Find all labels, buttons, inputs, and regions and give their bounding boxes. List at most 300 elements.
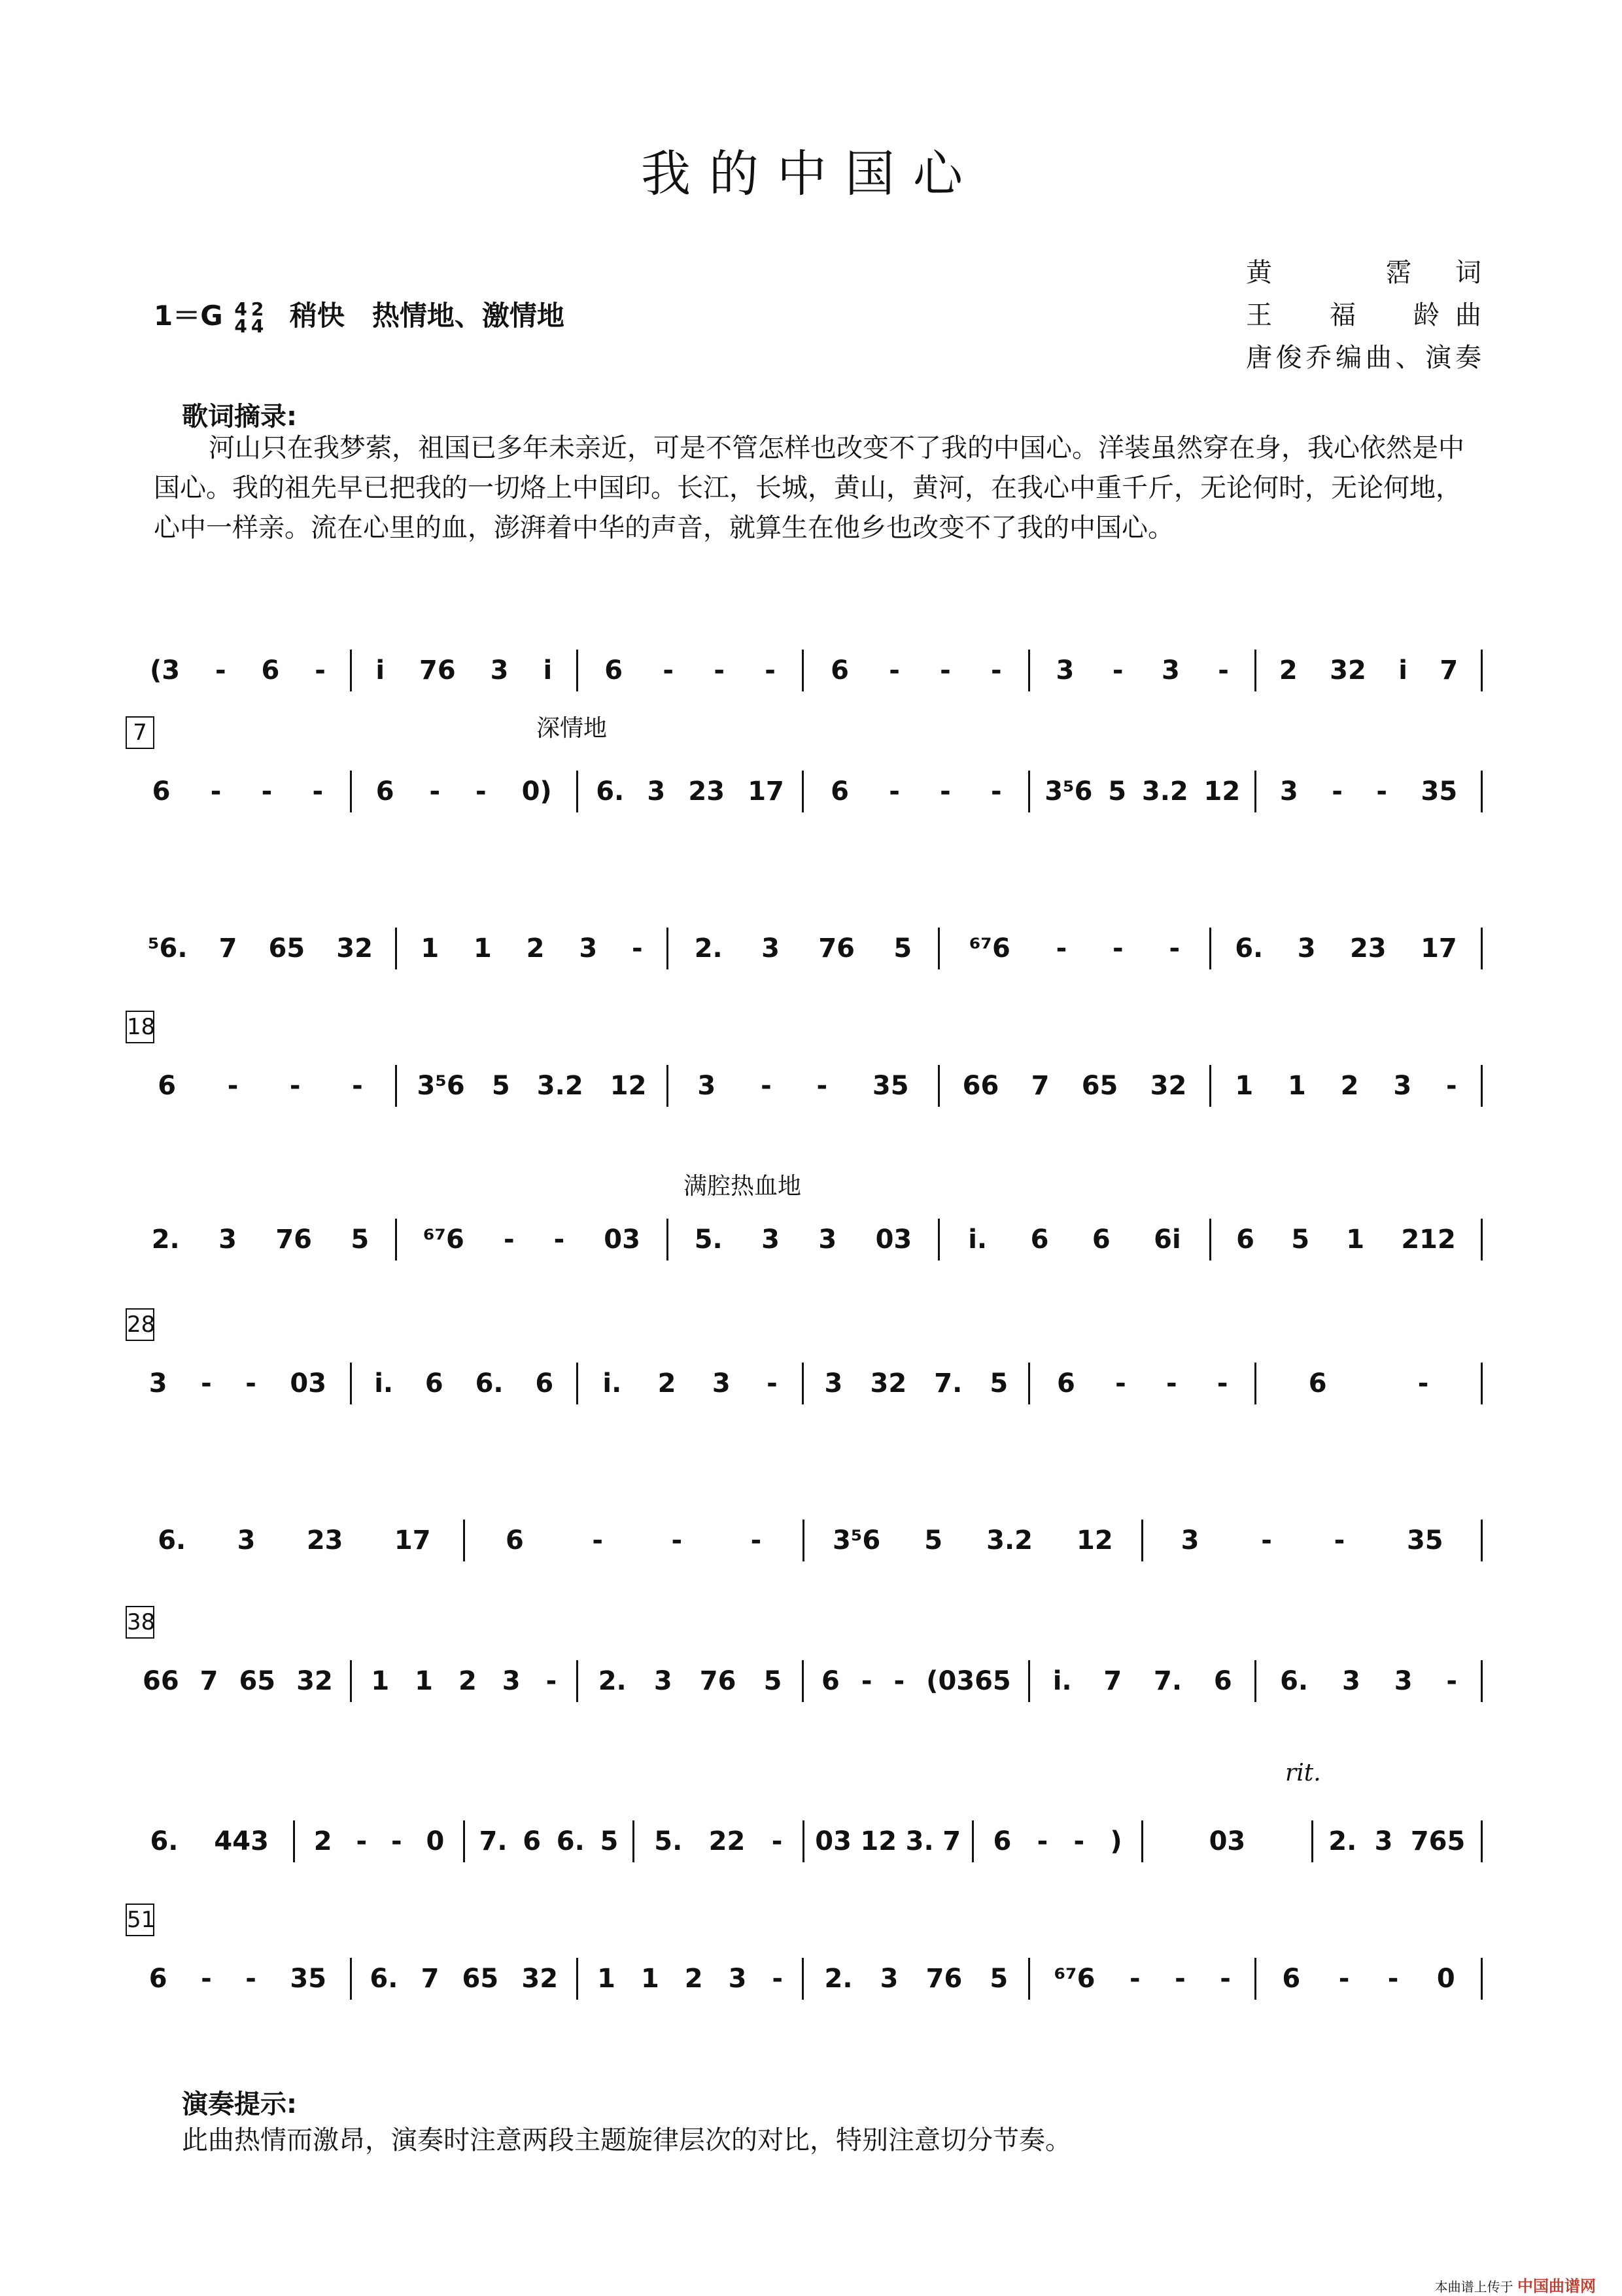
note: 0) (521, 776, 552, 807)
measure (1211, 1065, 1483, 1107)
note: 3.2 (986, 1525, 1033, 1556)
note: 5 (1108, 776, 1127, 807)
staff-line (126, 1361, 1483, 1406)
score-system (126, 873, 1483, 1004)
note: ⁵6. (148, 933, 188, 964)
expression-deep: 深情地 (536, 715, 608, 742)
note: ⁶⁷6 (1054, 1964, 1096, 1994)
staff-line (126, 1956, 1483, 2002)
score-system (126, 1904, 1483, 2034)
measure (352, 1363, 578, 1404)
note: 5. (694, 1225, 723, 1255)
note: 6 (375, 776, 394, 807)
staff-line (126, 1818, 1483, 1864)
note: 3 (1297, 933, 1316, 964)
note: - (553, 1225, 565, 1255)
note: ⁶⁷6 (969, 933, 1010, 964)
note: 12 (1203, 776, 1241, 807)
measure (397, 928, 668, 969)
tempo-marking: 稍快 热情地、激情地 (289, 300, 564, 332)
note: 5 (990, 1368, 1009, 1399)
note: - (1037, 1826, 1048, 1856)
footer (1435, 2273, 1596, 2296)
note: - (390, 1826, 402, 1856)
note: 6 (148, 1964, 167, 1994)
note: 23 (1349, 933, 1387, 964)
measure (804, 1958, 1030, 2000)
note: 3.2 (1141, 776, 1188, 807)
note: 66 (142, 1666, 179, 1696)
note: - (889, 655, 900, 686)
score-system (126, 1308, 1483, 1439)
note: 65 (1081, 1071, 1118, 1101)
note: 2 (526, 933, 545, 964)
measure (1030, 1363, 1256, 1404)
note: 32 (870, 1368, 907, 1399)
note: 3 (490, 655, 509, 686)
measure (126, 1958, 352, 2000)
note: 3 (712, 1368, 731, 1399)
score-system (126, 1164, 1483, 1295)
score-system (126, 1011, 1483, 1141)
note: 5 (491, 1071, 510, 1101)
note: 1 (640, 1964, 659, 1994)
note: - (227, 1071, 239, 1101)
note: - (631, 933, 643, 964)
note: 6 (535, 1368, 554, 1399)
note: 6 (831, 776, 849, 807)
note: 7 (199, 1666, 218, 1696)
note: 3⁵6 (1044, 776, 1093, 807)
measure (940, 928, 1211, 969)
note: 1 (1288, 1071, 1306, 1101)
note: - (893, 1666, 905, 1696)
note: - (201, 1368, 212, 1399)
note: 0 (1436, 1964, 1455, 1994)
note: - (940, 655, 951, 686)
staff-line (126, 769, 1483, 814)
expression-rit: rit. (1285, 1760, 1321, 1786)
measure (352, 650, 578, 691)
note: 2 (313, 1826, 332, 1856)
measure (352, 771, 578, 812)
note: 6 (1308, 1368, 1327, 1399)
measure (126, 1363, 352, 1404)
note: - (1261, 1525, 1272, 1556)
note: - (765, 655, 776, 686)
note: 3 (218, 1225, 237, 1255)
note: 76 (925, 1964, 963, 1994)
note: 32 (521, 1964, 559, 1994)
note: 35 (872, 1071, 909, 1101)
note: 6 (261, 655, 280, 686)
note: - (1056, 933, 1067, 964)
measure (295, 1820, 464, 1862)
note: - (771, 1826, 783, 1856)
note: 12 (610, 1071, 647, 1101)
note: - (592, 1525, 603, 1556)
note: 3 (653, 1666, 672, 1696)
time-signature-1: 4 4 (234, 298, 247, 337)
note: 2. (598, 1666, 627, 1696)
note: 22 (708, 1826, 746, 1856)
measure (126, 771, 352, 812)
measure (668, 1065, 940, 1107)
note: - (1113, 933, 1124, 964)
note: 3 (1394, 1666, 1413, 1696)
note: - (503, 1225, 515, 1255)
note: 3 (1393, 1071, 1412, 1101)
note: 6. (1280, 1666, 1309, 1696)
measure (578, 1958, 804, 2000)
note: 3 (761, 933, 780, 964)
note: 6. (158, 1525, 186, 1556)
note: 765 (1410, 1826, 1466, 1856)
note: - (991, 776, 1002, 807)
note: - (312, 776, 324, 807)
note: - (1073, 1826, 1085, 1856)
note: - (714, 655, 725, 686)
note: 32 (296, 1666, 333, 1696)
note: 65 (268, 933, 305, 964)
measure (126, 650, 352, 691)
note: 76 (699, 1666, 736, 1696)
measure (352, 1660, 578, 1702)
note: 2. (1328, 1826, 1357, 1856)
measure (1313, 1820, 1483, 1862)
note: 3 (818, 1225, 837, 1255)
measure-number: 38 (126, 1606, 154, 1639)
note: ) (1110, 1826, 1122, 1856)
note: 35 (1421, 776, 1458, 807)
lyrics-heading: 歌词摘录: (182, 402, 297, 432)
note: - (767, 1368, 778, 1399)
note: 3 (1374, 1826, 1393, 1856)
note: 6 (831, 655, 849, 686)
note: 212 (1401, 1225, 1456, 1255)
note: 7 (1440, 655, 1458, 686)
note: 6i (1154, 1225, 1181, 1255)
note: 5 (763, 1666, 782, 1696)
note: 3 (148, 1368, 167, 1399)
note: i (375, 655, 385, 686)
note: 1 (371, 1666, 390, 1696)
note: 3 (237, 1525, 256, 1556)
lyrics-body: 河山只在我梦萦，祖国已多年未亲近，可是不管怎样也改变不了我的中国心。洋装虽然穿在身，我心依然是中国心。我的祖先早已把我的一切烙上中国印。长江，长城，黄山，黄河，在我心中重千斤，无论何时，无论何地，心中一样亲。流在心里的血，澎湃着中华的声音，就算生在他乡也改变不了我的中国心。 (154, 433, 1464, 543)
measure (126, 928, 397, 969)
note: 6. (370, 1964, 398, 1994)
note: 03 (604, 1225, 640, 1255)
note: 0 (426, 1826, 445, 1856)
measure (940, 1065, 1211, 1107)
note: 7 (942, 1826, 961, 1856)
measure (1256, 650, 1483, 691)
note: 03 (875, 1225, 912, 1255)
note: 6 (1092, 1225, 1111, 1255)
note: - (429, 776, 441, 807)
measure (804, 1363, 1030, 1404)
measure (1256, 1958, 1483, 2000)
note: - (352, 1071, 363, 1101)
note: 5 (990, 1964, 1009, 1994)
note: - (475, 776, 487, 807)
note: 1 (1346, 1225, 1365, 1255)
note: - (289, 1071, 301, 1101)
note: 6. (1235, 933, 1264, 964)
note: 1 (1235, 1071, 1254, 1101)
measure (1030, 1660, 1256, 1702)
score-system (126, 1606, 1483, 1737)
note: - (1112, 655, 1124, 686)
note: 3 (579, 933, 598, 964)
measure (1256, 1363, 1483, 1404)
note: i (543, 655, 553, 686)
note: 76 (419, 655, 456, 686)
measure (397, 1065, 668, 1107)
note: - (1387, 1964, 1399, 1994)
note: - (245, 1368, 256, 1399)
note: - (1216, 1368, 1228, 1399)
note: 6 (1030, 1225, 1049, 1255)
staff-line (126, 1658, 1483, 1704)
note: 2 (657, 1368, 676, 1399)
note: 6 (152, 776, 171, 807)
note: - (1338, 1964, 1350, 1994)
score-system (126, 595, 1483, 726)
measure (1211, 928, 1483, 969)
measure (465, 1820, 634, 1862)
note: i. (602, 1368, 622, 1399)
note: 12 (860, 1826, 897, 1856)
measure (352, 1958, 578, 2000)
note: - (1169, 933, 1181, 964)
note: i. (968, 1225, 988, 1255)
note: - (1220, 1964, 1231, 1994)
note: - (1417, 1368, 1429, 1399)
note: 3 (502, 1666, 521, 1696)
composer-credit: 王 福 龄曲 (1246, 300, 1481, 330)
note: 65 (239, 1666, 276, 1696)
note: 6. (150, 1826, 179, 1856)
measure (1030, 1958, 1256, 2000)
measure-number: 18 (126, 1011, 154, 1043)
note: 03 (1209, 1826, 1246, 1856)
note: 17 (748, 776, 784, 807)
tips-heading: 演奏提示: (182, 2089, 297, 2119)
note: 6 (523, 1826, 542, 1856)
note: ⁶⁷6 (423, 1225, 464, 1255)
note: 6 (821, 1666, 840, 1696)
measure (578, 771, 804, 812)
measure (1030, 771, 1256, 812)
measure (1143, 1520, 1483, 1561)
note: 5 (893, 933, 912, 964)
note: 7. (1154, 1666, 1182, 1696)
note: 3 (761, 1225, 780, 1255)
note: 7 (1031, 1071, 1050, 1101)
note: - (991, 655, 1002, 686)
measure-number: 28 (126, 1308, 154, 1341)
note: - (1376, 776, 1387, 807)
note: - (356, 1826, 368, 1856)
note: - (1446, 1666, 1458, 1696)
measure (1030, 650, 1256, 691)
note: 6 (1056, 1368, 1075, 1399)
note: 3 (728, 1964, 747, 1994)
note: 3 (1181, 1525, 1199, 1556)
note: 1 (421, 933, 440, 964)
note: 5 (924, 1525, 943, 1556)
time-signature-2: 2 4 (250, 298, 264, 337)
measure (126, 1065, 397, 1107)
note: 1 (597, 1964, 615, 1994)
note: 03 (815, 1826, 852, 1856)
note: 3 (1341, 1666, 1360, 1696)
note: - (215, 655, 226, 686)
note: - (750, 1525, 762, 1556)
note: 1 (474, 933, 492, 964)
note: 443 (214, 1826, 269, 1856)
score-system (126, 1766, 1483, 1897)
measure (126, 1660, 352, 1702)
note: 17 (1421, 933, 1457, 964)
note: - (663, 655, 674, 686)
note: - (545, 1666, 557, 1696)
note: 6 (1236, 1225, 1254, 1255)
note: 5 (1291, 1225, 1310, 1255)
note: i. (374, 1368, 394, 1399)
footer-text: 本曲谱上传于 (1434, 2279, 1513, 2295)
note: 3.2 (536, 1071, 583, 1101)
note: 23 (688, 776, 725, 807)
note: 3 (824, 1368, 843, 1399)
note: - (1165, 1368, 1177, 1399)
note: - (671, 1525, 683, 1556)
note: - (1175, 1964, 1186, 1994)
note: 6 (1282, 1964, 1301, 1994)
note: 32 (1150, 1071, 1187, 1101)
note: 2 (1279, 655, 1298, 686)
note: 35 (1406, 1525, 1443, 1556)
staff-line (126, 1217, 1483, 1262)
note: - (761, 1071, 772, 1101)
note: - (1334, 1525, 1345, 1556)
note: 6 (1213, 1666, 1232, 1696)
site-logo: 中国曲谱网 (1517, 2277, 1596, 2295)
measure (578, 650, 804, 691)
page-title: 我的中国心 (641, 145, 981, 203)
note: 7. (934, 1368, 963, 1399)
measure-number: 51 (126, 1904, 154, 1936)
measure (578, 1363, 804, 1404)
note: 3⁵6 (417, 1071, 465, 1101)
note: 3 (1279, 776, 1298, 807)
staff-line (126, 1063, 1483, 1109)
measure (804, 1660, 1030, 1702)
note: - (210, 776, 222, 807)
note: - (940, 776, 951, 807)
note: 2 (1340, 1071, 1359, 1101)
note: - (1129, 1964, 1141, 1994)
note: 2. (694, 933, 723, 964)
note: 5 (600, 1826, 619, 1856)
note: 76 (275, 1225, 313, 1255)
note: (0365 (926, 1666, 1011, 1696)
score-system (126, 716, 1483, 847)
note: 35 (290, 1964, 327, 1994)
note: (3 (149, 655, 181, 686)
note: 6. (596, 776, 625, 807)
note: 03 (290, 1368, 327, 1399)
note: 3 (880, 1964, 899, 1994)
note: 66 (962, 1071, 999, 1101)
measure (1256, 771, 1483, 812)
note: 6 (158, 1071, 177, 1101)
note: 12 (1077, 1525, 1113, 1556)
note: 32 (1330, 655, 1366, 686)
measure (1211, 1219, 1483, 1261)
note: 6 (993, 1826, 1012, 1856)
note: 7. (479, 1826, 508, 1856)
measure (668, 928, 940, 969)
score-system (126, 1465, 1483, 1596)
measure (668, 1219, 940, 1261)
note: - (315, 655, 326, 686)
note: 3 (1161, 655, 1180, 686)
measure (634, 1820, 804, 1862)
note: - (1115, 1368, 1126, 1399)
note: 17 (394, 1525, 431, 1556)
measure (804, 1820, 974, 1862)
note: 2. (824, 1964, 853, 1994)
note: 6 (604, 655, 623, 686)
note: 3⁵6 (833, 1525, 881, 1556)
note: 65 (462, 1964, 499, 1994)
measure (804, 650, 1030, 691)
note: 3. (905, 1826, 934, 1856)
staff-line (126, 648, 1483, 693)
measure (974, 1820, 1143, 1862)
note: 2 (684, 1964, 703, 1994)
expression-passion: 满腔热血地 (683, 1173, 802, 1200)
tips-body: 此曲热情而激昂，演奏时注意两段主题旋律层次的对比，特别注意切分节奏。 (182, 2125, 1071, 2155)
note: - (889, 776, 900, 807)
note: - (1332, 776, 1343, 807)
measure (1143, 1820, 1313, 1862)
staff-line (126, 1518, 1483, 1563)
measure (804, 771, 1030, 812)
lyricist-credit: 黄 霑词 (1246, 258, 1481, 288)
staff-line (126, 926, 1483, 971)
note: 3 (697, 1071, 716, 1101)
measure (940, 1219, 1211, 1261)
note: 5 (351, 1225, 370, 1255)
measure (804, 1520, 1144, 1561)
note: - (201, 1964, 212, 1994)
measure (397, 1219, 668, 1261)
note: - (261, 776, 273, 807)
note: 6 (506, 1525, 524, 1556)
note: i. (1052, 1666, 1072, 1696)
note: 1 (415, 1666, 433, 1696)
note: - (1218, 655, 1229, 686)
note: - (1445, 1071, 1457, 1101)
key-signature (154, 294, 564, 337)
measure (465, 1520, 804, 1561)
measure (126, 1820, 295, 1862)
arranger-credit: 唐俊乔编曲、演奏 (1246, 343, 1481, 373)
note: 23 (306, 1525, 343, 1556)
